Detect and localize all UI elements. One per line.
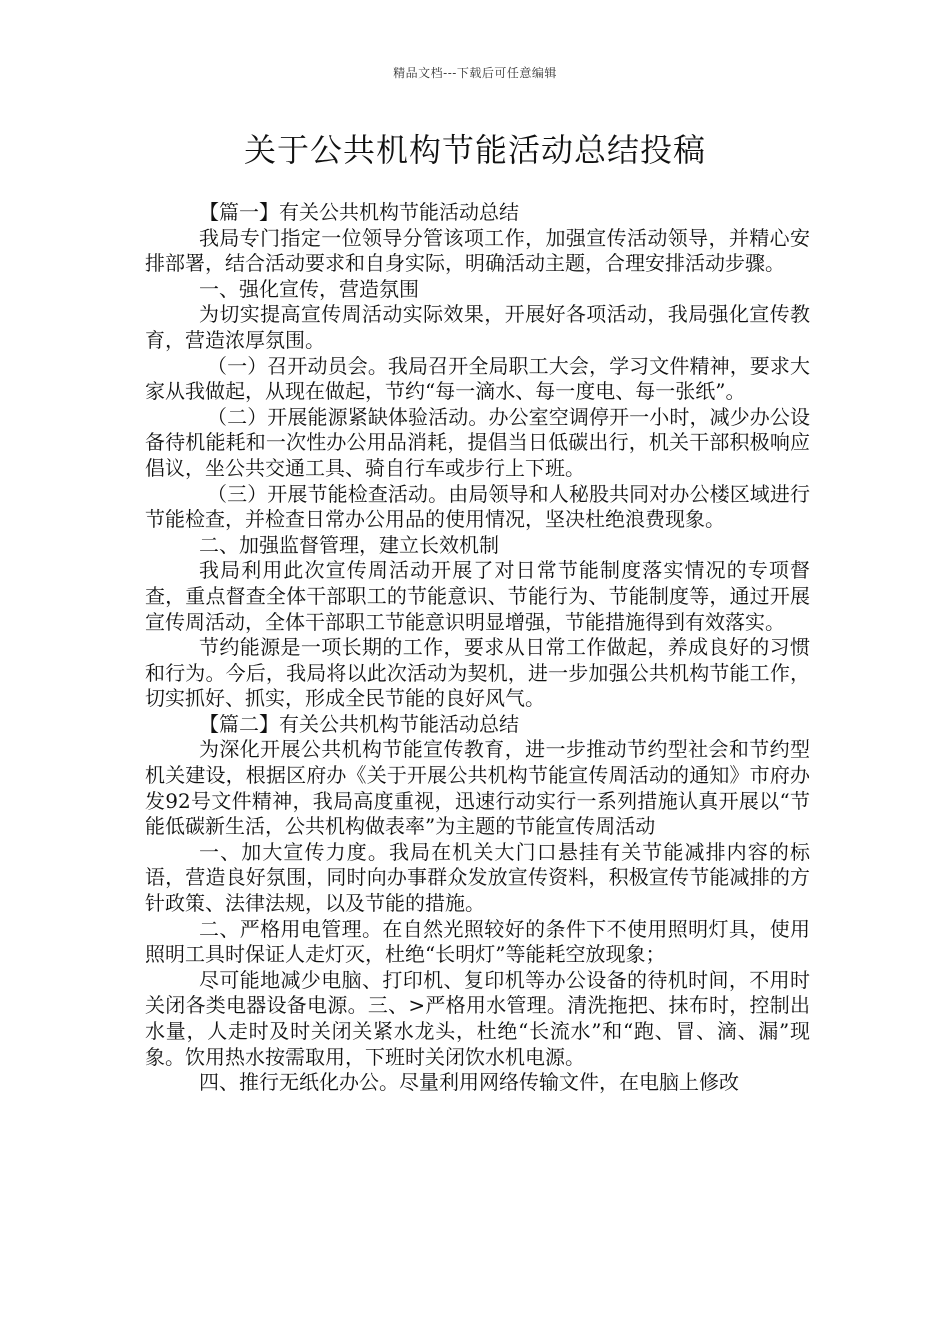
paragraph: 四、推行无纸化办公。尽量利用网络传输文件，在电脑上修改 <box>199 1070 739 1095</box>
paragraph: 为深化开展公共机构节能宣传教育，进一步推动节约型社会和节约型机关建设，根据区府办《关于开展公共机构节能宣传周活动的通知》市府办发92号文件精神，我局高度重视，迅速行动实行一系列措施认真开展以“节能低碳新生活，公共机构做表率”为主题的节能宣传周活动 <box>145 737 810 839</box>
subheading: 二、加强监督管理，建立长效机制 <box>199 532 499 557</box>
list-item: （二）开展能源紧缺体验活动。办公室空调停开一小时，减少办公设备待机能耗和一次性办公用品消耗，提倡当日低碳出行，机关干部积极响应倡议，坐公共交通工具、骑自行车或步行上下班。 <box>145 404 810 480</box>
section-heading-1: 【篇一】有关公共机构节能活动总结 <box>199 200 519 224</box>
document-body <box>145 200 810 1096</box>
section-heading-2: 【篇二】有关公共机构节能活动总结 <box>199 711 519 736</box>
paragraph: 我局利用此次宣传周活动开展了对日常节能制度落实情况的专项督查，重点督查全体干部职工的节能意识、节能行为、节能制度等，通过开展宣传周活动，全体干部职工节能意识明显增强，节能措施得到有效落实。 <box>145 558 810 634</box>
paragraph: 一、加大宣传力度。我局在机关大门口悬挂有关节能减排内容的标语，营造良好氛围，同时向办事群众发放宣传资料，积极宣传节能减排的方针政策、法律法规，以及节能的措施。 <box>145 839 810 916</box>
paragraph: 为切实提高宣传周活动实际效果，开展好各项活动，我局强化宣传教育，营造浓厚氛围。 <box>145 302 810 352</box>
document-title: 关于公共机构节能活动总结投稿 <box>243 131 706 169</box>
list-item: （一）召开动员会。我局召开全局职工大会，学习文件精神，要求大家从我做起，从现在做起，节约“每一滴水、每一度电、每一张纸”。 <box>145 353 810 404</box>
paragraph: 二、严格用电管理。在自然光照较好的条件下不使用照明灯具，使用照明工具时保证人走灯灭，杜绝“长明灯”等能耗空放现象； <box>145 916 810 967</box>
paragraph: 尽可能地减少电脑、打印机、复印机等办公设备的待机时间，不用时关闭各类电器设备电源。三、>严格用水管理。清洗拖把、抹布时，控制出水量，人走时及时关闭关紧水龙头，杜绝“长流水”和“跑、冒、滴、漏”现象。饮用热水按需取用，下班时关闭饮水机电源。 <box>145 967 810 1069</box>
paragraph: 我局专门指定一位领导分管该项工作，加强宣传活动领导，并精心安排部署，结合活动要求和自身实际，明确活动主题，合理安排活动步骤。 <box>145 225 810 276</box>
header-note: 精品文档---下载后可任意编辑 <box>393 66 557 80</box>
paragraph: 节约能源是一项长期的工作，要求从日常工作做起，养成良好的习惯和行为。今后，我局将以此次活动为契机，进一步加强公共机构节能工作，切实抓好、抓实，形成全民节能的良好风气。 <box>145 635 810 711</box>
subheading: 一、强化宣传，营造氛围 <box>199 276 419 301</box>
list-item: （三）开展节能检查活动。由局领导和人秘股共同对办公楼区域进行节能检查，并检查日常办公用品的使用情况，坚决杜绝浪费现象。 <box>145 481 810 532</box>
